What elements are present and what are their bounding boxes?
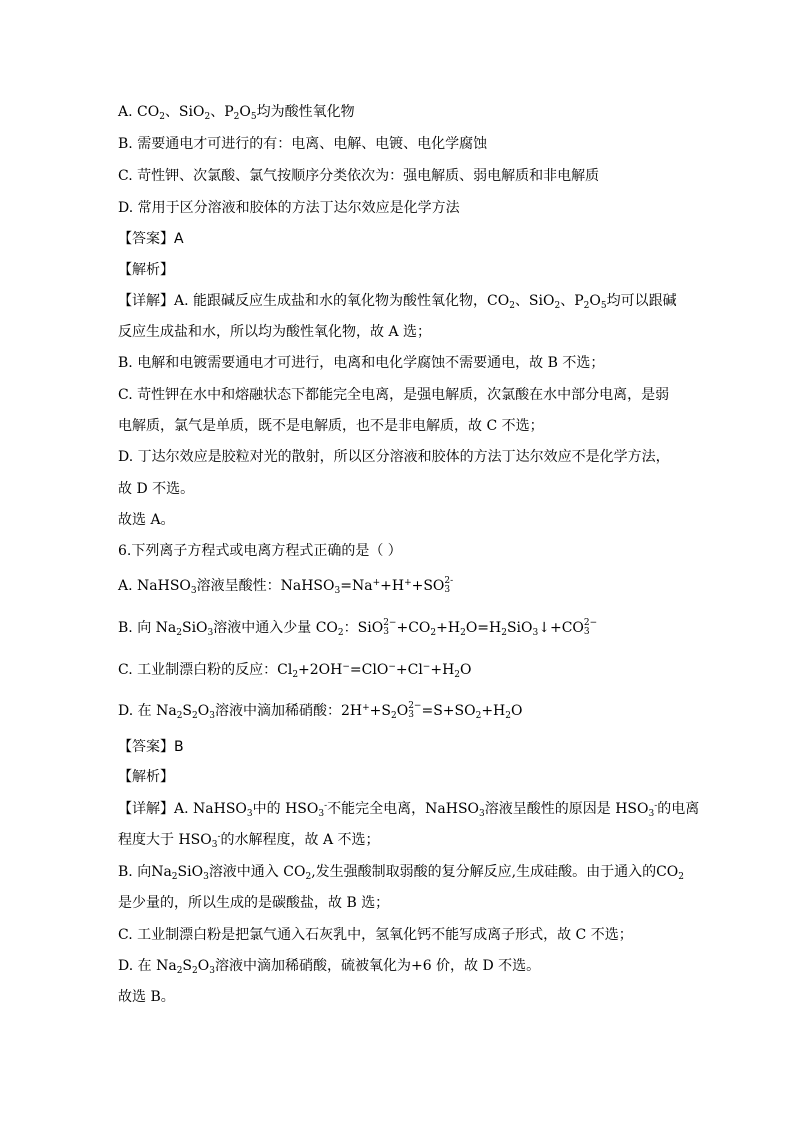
q5-detail-line-1: 【详解】A. 能跟碱反应生成盐和水的氧化物为酸性氧化物，$CO_2$、SiO$_2$、$P_2O_5$均可以跟碱 [118, 293, 677, 311]
thiosulfate-charge-stack: 2− 3 [408, 701, 422, 720]
q6-stem: 6.下列离子方程式或电离方程式正确的是（ ） [118, 543, 402, 559]
q5-detail-line-4: C. 苛性钾在水中和熔融状态下都能完全电离，是强电解质，次氯酸在水中部分电离，是弱 [118, 387, 670, 403]
q6-analysis-heading: 【解析】 [118, 769, 174, 785]
q6-detail-line-6: D. 在 $Na_2S_2O_3$溶液中滴加稀硝酸，硫被氧化为+6 价，故 D 不选。 [118, 958, 541, 976]
q6-option-a: A. NaHSO$_3$溶液呈酸性：NaHSO$_3$=Na++H++SO 2- 3 [118, 576, 454, 596]
q6-option-c: C. 工业制漂白粉的反应：$Cl_2+2OH^-=ClO^-+Cl^-+H_2O$ [118, 662, 472, 680]
q5-analysis-heading: 【解析】 [118, 262, 174, 278]
q6-option-d: D. 在 $Na_2S_2O_3$溶液中滴加稀硝酸：$2H^++S_2O$ 2− 3 $=S+SO_2+H_2O$ [118, 701, 523, 721]
q5-detail-line-7: 故 D 不选。 [118, 481, 195, 497]
sulfate-charge-stack: 2- 3 [444, 576, 454, 595]
q5-answer: 【答案】A [118, 231, 184, 247]
q5-option-d: D. 常用于区分溶液和胶体的方法丁达尔效应是化学方法 [118, 200, 460, 216]
q6-detail-line-3: B. 向$Na_2SiO_3$溶液中通入 $CO_2$,发生强酸制取弱酸的复分解反应,生成硅酸。由于通入的$CO_2$ [118, 864, 685, 882]
q5-detail-line-5: 电解质，氯气是单质，既不是电解质，也不是非电解质，故 C 不选； [118, 418, 544, 434]
q5-option-c: C. 苛性钾、次氯酸、氯气按顺序分类依次为：强电解质、弱电解质和非电解质 [118, 168, 600, 184]
q5-conclusion: 故选 A。 [118, 512, 175, 528]
silicate-charge-stack: 2− 3 [383, 618, 397, 637]
q6-detail-line-1: 【详解】A. NaHSO$_3$中的 $HSO_3^-$不能完全电离，NaHSO$_3$溶液呈酸性的原因是 $HSO_3^-$的电离 [118, 801, 700, 819]
q5-option-b: B. 需要通电才可进行的有：电离、电解、电镀、电化学腐蚀 [118, 136, 488, 152]
q5-detail-line-2: 反应生成盐和水，所以均为酸性氧化物，故 A 选； [118, 324, 432, 340]
q5-detail-line-3: B. 电解和电镀需要通电才可进行，电离和电化学腐蚀不需要通电，故 B 不选； [118, 355, 605, 371]
q6-conclusion: 故选 B。 [118, 989, 175, 1005]
carbonate-charge-stack: 2− 3 [583, 618, 598, 637]
q5-detail-line-6: D. 丁达尔效应是胶粒对光的散射，所以区分溶液和胶体的方法丁达尔效应不是化学方法， [118, 449, 670, 465]
q6-detail-line-5: C. 工业制漂白粉是把氯气通入石灰乳中，氢氧化钙不能写成离子形式，故 C 不选； [118, 927, 633, 943]
q5-option-a: A. $CO_2$、SiO$_2$、$P_2O_5$均为酸性氧化物 [118, 104, 355, 122]
q6-detail-line-4: 是少量的，所以生成的是碳酸盐，故 B 选； [118, 895, 390, 911]
q6-option-b: B. 向 $Na_2SiO_3$溶液中通入少量 $CO_2$：SiO 2− 3 $+CO_2+H_2O=H_2SiO_3↓+CO$ 2− 3 [118, 618, 598, 638]
q6-detail-line-2: 程度大于 $HSO_3^-$的水解程度，故 A 不选； [118, 832, 380, 850]
q6-answer: 【答案】B [118, 739, 184, 755]
